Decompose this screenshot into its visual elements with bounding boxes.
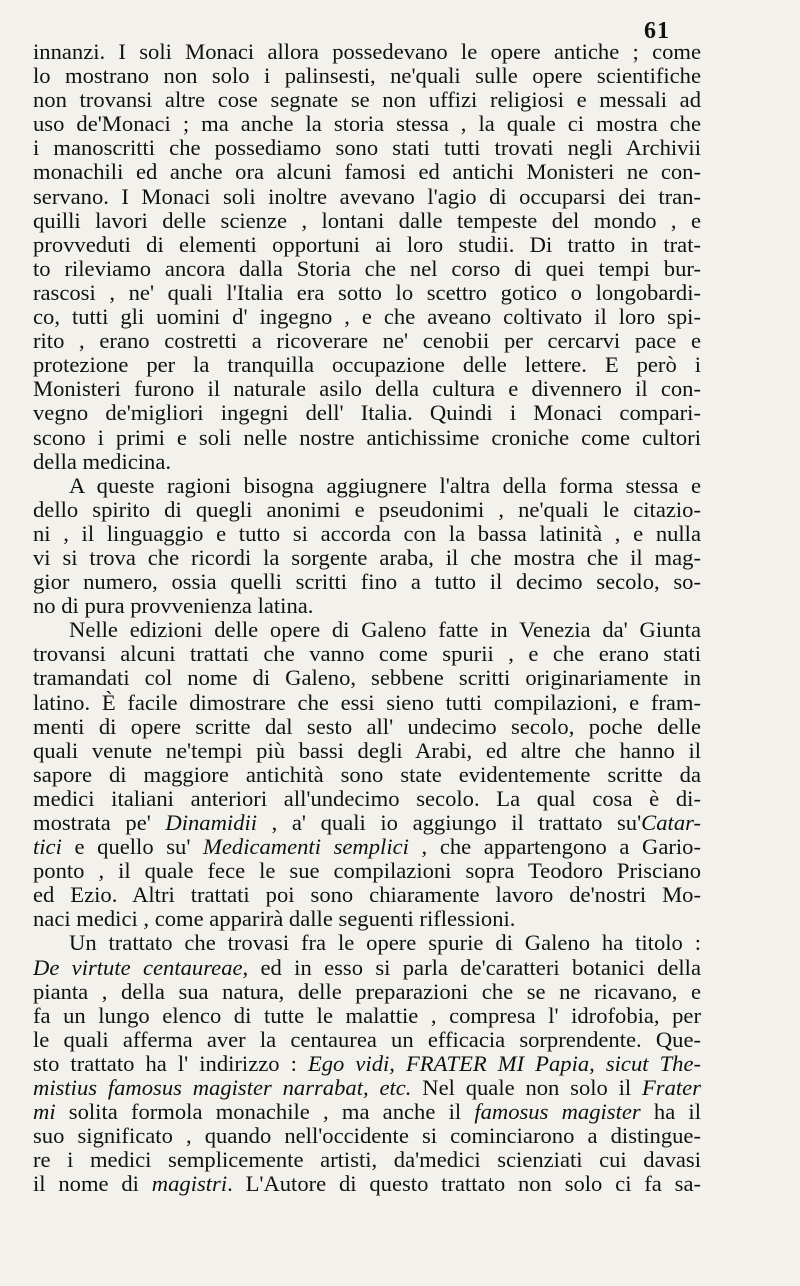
text-line <box>33 666 701 690</box>
text-line <box>33 763 701 787</box>
text-segment: suo significato , quando nell'occidente si cominciarono a distingue- <box>33 1124 701 1149</box>
text-line <box>33 835 701 859</box>
text-segment: mostrata pe' <box>33 811 166 835</box>
text-line <box>33 907 701 931</box>
text-line <box>33 522 701 546</box>
text-line <box>33 691 701 715</box>
text-segment: latino. È facile dimostrare che essi sieno tutti compilazioni, e fram- <box>33 690 701 715</box>
text-segment: servano. I Monaci soli inoltre avevano l'agio di occuparsi dei tran- <box>33 184 701 209</box>
text-line <box>33 209 701 233</box>
text-segment: Nelle edizioni delle opere di Galeno fatte in Venezia da' Giunta <box>69 618 701 643</box>
text-segment: innanzi. I soli Monaci allora possedevano le opere antiche ; come <box>33 40 701 64</box>
text-line <box>33 787 701 811</box>
text-line <box>33 1148 701 1172</box>
text-line <box>33 715 701 739</box>
text-segment: ni , il linguaggio e tutto si accorda con la bassa latinità , e nulla <box>33 521 701 546</box>
text-line <box>33 281 701 305</box>
text-line <box>33 329 701 353</box>
text-line <box>33 426 701 450</box>
text-segment: fa un lungo elenco di tutte le malattie , compresa l' idrofobia, per <box>33 1003 701 1028</box>
text-segment: Monisteri furono il naturale asilo della cultura e divennero il con- <box>33 377 701 402</box>
text-segment: co, tutti gli uomini d' ingegno , e che aveano coltivato il loro spi- <box>33 305 701 330</box>
text-segment: vegno de'migliori ingegni dell' Italia. Quindi i Monaci compari- <box>33 401 701 426</box>
text-line <box>33 64 701 88</box>
text-line <box>33 233 701 257</box>
text-segment: tramandati col nome di Galeno, sebbene scritti originariamente in <box>33 666 701 691</box>
text-segment: A queste ragioni bisogna aggiugnere l'altra della forma stessa e <box>69 473 701 498</box>
text-line <box>33 1028 701 1052</box>
text-line <box>33 160 701 184</box>
text-line <box>33 931 701 955</box>
text-segment: pianta , della sua natura, delle preparazioni che se ne ricavano, e <box>33 979 701 1004</box>
text-segment: solita formola monachile , ma anche il <box>55 1100 475 1125</box>
text-line <box>33 498 701 522</box>
text-segment: quali venute ne'tempi più bassi degli Arabi, ed altre che hanno il <box>33 738 701 763</box>
text-segment: magistri <box>151 1172 228 1197</box>
text-segment: dello spirito di quegli anonimi e pseudonimi , ne'quali le citazio- <box>33 497 701 522</box>
text-line <box>33 883 701 907</box>
text-segment: famosus magister <box>474 1100 641 1125</box>
text-line <box>33 1100 701 1124</box>
text-segment: trovansi alcuni trattati che vanno come spurii , e che erano stati <box>33 642 701 667</box>
text-segment: medici italiani anteriori all'undecimo secolo. La qual cosa è di- <box>33 786 701 811</box>
text-line <box>33 642 701 666</box>
text-segment: menti di opere scritte dal sesto all' undecimo secolo, poche delle <box>33 714 701 739</box>
text-segment: mi <box>33 1100 56 1125</box>
text-segment: Dinamidii <box>165 811 258 835</box>
text-line <box>33 980 701 1004</box>
text-segment: monachili ed anche ora alcuni famosi ed antichi Monisteri ne con- <box>33 160 701 185</box>
text-segment: non trovansi altre cose segnate se non uffizi religiosi e messali ad <box>33 88 701 113</box>
text-segment: . L'Autore di questo trattato non solo ci fa sa- <box>227 1172 701 1197</box>
text-segment: della medicina. <box>33 449 172 474</box>
text-segment: no di pura provvenienza latina. <box>33 594 314 619</box>
text-line <box>33 1172 701 1196</box>
text-segment: ed Ezio. Altri trattati poi sono chiaramente lavoro de'nostri Mo- <box>33 883 701 908</box>
text-segment: Ego vidi, FRATER MI Papia, sicut The- <box>307 1051 701 1076</box>
body-text <box>33 40 701 1197</box>
text-line <box>33 618 701 642</box>
text-line <box>33 739 701 763</box>
page-number: 61 <box>644 18 670 44</box>
text-line <box>33 811 701 835</box>
text-segment: Medicamenti semplici <box>203 835 409 860</box>
text-segment: , a' quali io aggiungo il trattato su' <box>257 811 642 835</box>
text-segment: lo mostrano non solo i palinsesti, ne'quali sulle opere scientifiche <box>33 64 701 89</box>
text-segment: Un trattato che trovasi fra le opere spurie di Galeno ha titolo : <box>69 931 701 956</box>
text-line <box>33 257 701 281</box>
text-segment: scono i primi e soli nelle nostre antichissime croniche come cultori <box>33 425 701 450</box>
text-line <box>33 546 701 570</box>
text-segment: uso de'Monaci ; ma anche la storia stessa , la quale ci mostra che <box>33 112 701 137</box>
text-segment: tici <box>33 835 62 860</box>
text-line <box>33 40 701 64</box>
text-segment: sapore di maggiore antichità sono state evidentemente scritte da <box>33 762 701 787</box>
text-segment: vi si trova che ricordi la sorgente araba, il che mostra che il mag- <box>33 545 701 570</box>
text-line <box>33 88 701 112</box>
text-line <box>33 859 701 883</box>
text-segment: i manoscritti che possediamo sono stati tutti trovati negli Archivii <box>33 136 701 161</box>
text-line <box>33 956 701 980</box>
text-segment: quilli lavori delle scienze , lontani dalle tempeste del mondo , e <box>33 208 701 233</box>
text-line <box>33 474 701 498</box>
text-segment: rito , erano costretti a ricoverare ne' cenobii per cercarvi pace e <box>33 329 701 354</box>
text-segment: Catar- <box>641 811 701 835</box>
text-line <box>33 377 701 401</box>
text-line <box>33 353 701 377</box>
text-line <box>33 1052 701 1076</box>
text-line <box>33 305 701 329</box>
text-line <box>33 112 701 136</box>
text-segment: provveduti di elementi opportuni ai loro studii. Di tratto in trat- <box>33 232 701 257</box>
text-line <box>33 1076 701 1100</box>
text-segment: le quali afferma aver la centaurea un efficacia sorprendente. Que- <box>33 1027 701 1052</box>
text-segment: gior numero, ossia quelli scritti fino a tutto il decimo secolo, so- <box>33 570 701 595</box>
text-segment: naci medici , come apparirà dalle seguenti riflessioni. <box>33 907 516 932</box>
text-line <box>33 136 701 160</box>
text-segment: rascosi , ne' quali l'Italia era sotto lo scettro gotico o longobardi- <box>33 280 701 305</box>
text-line <box>33 1004 701 1028</box>
text-segment: e quello su' <box>61 835 204 860</box>
text-segment: il nome di <box>33 1172 152 1197</box>
text-line <box>33 185 701 209</box>
text-segment: Frater <box>642 1076 701 1101</box>
text-segment: Nel quale non solo il <box>411 1076 642 1101</box>
text-line <box>33 594 701 618</box>
text-segment: to rileviamo ancora dalla Storia che nel corso di quei tempi bur- <box>33 256 701 281</box>
text-segment: mistius famosus magister narrabat, etc. <box>33 1076 412 1101</box>
text-line <box>33 570 701 594</box>
text-segment: De virtute centaureae <box>33 955 243 980</box>
text-line <box>33 450 701 474</box>
text-segment: , che appartengono a Gario- <box>408 835 701 860</box>
text-segment: ponto , il quale fece le sue compilazioni sopra Teodoro Prisciano <box>33 859 701 884</box>
text-segment: , ed in esso si parla de'caratteri botanici della <box>242 955 701 980</box>
text-segment: re i medici semplicemente artisti, da'medici scienziati cui davasi <box>33 1148 701 1173</box>
text-segment: protezione per la tranquilla occupazione delle lettere. E però i <box>33 353 701 378</box>
text-line <box>33 1124 701 1148</box>
text-segment: ha il <box>640 1100 701 1125</box>
text-segment: sto trattato ha l' indirizzo : <box>33 1051 308 1076</box>
text-line <box>33 401 701 425</box>
